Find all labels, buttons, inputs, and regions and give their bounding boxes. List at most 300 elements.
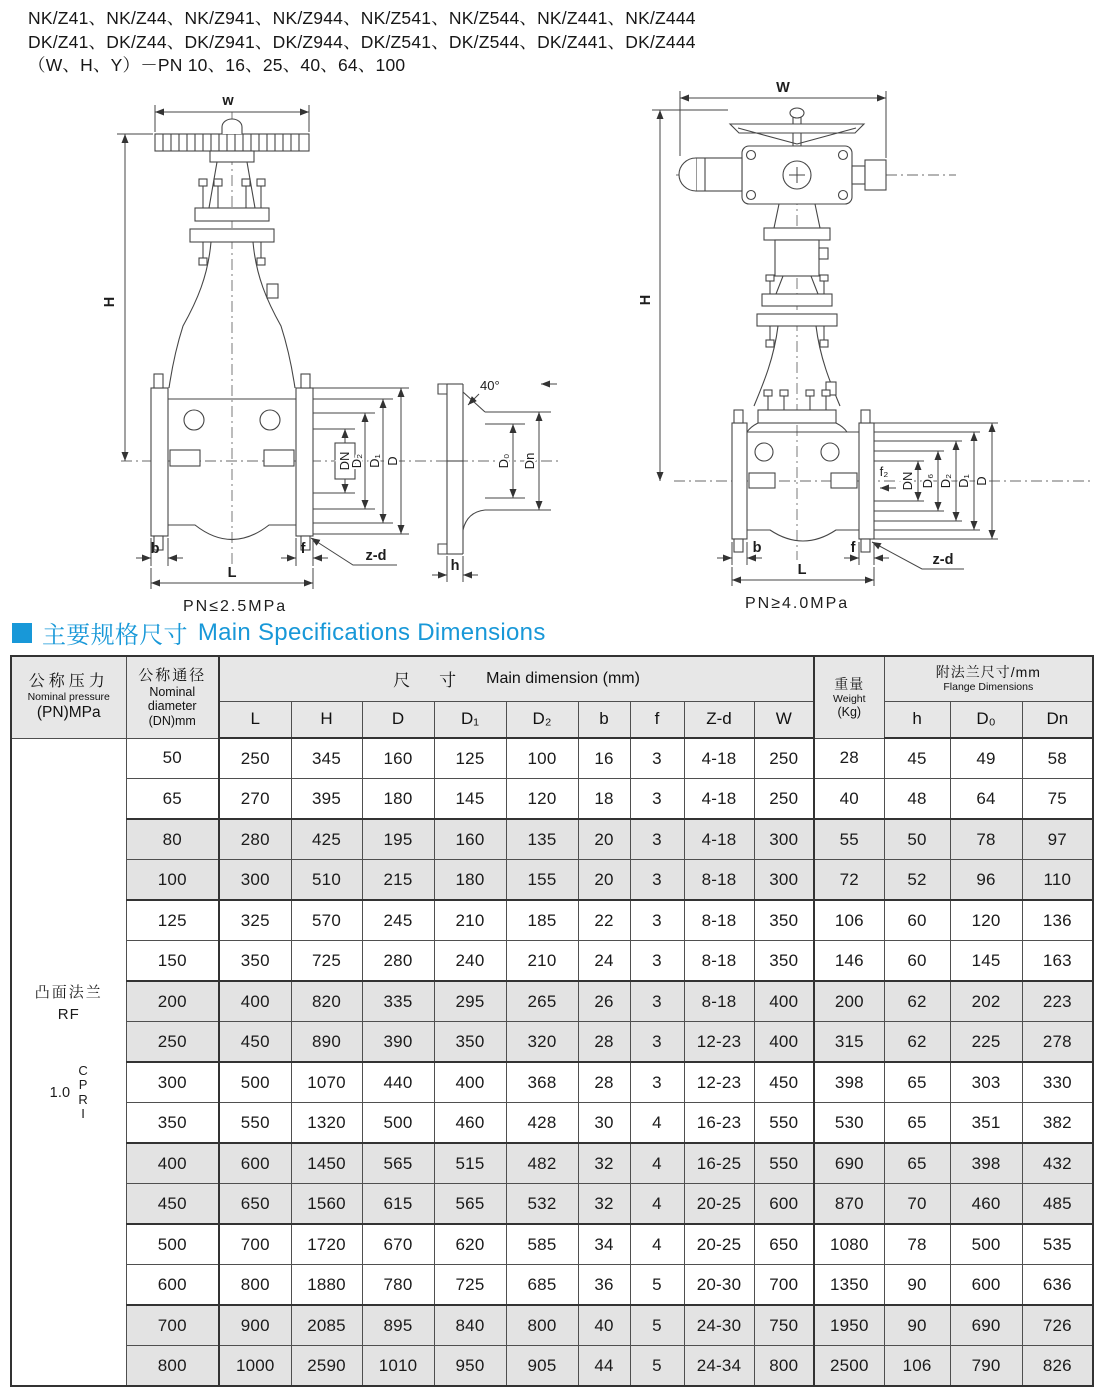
- spec-cell: 565: [434, 1184, 506, 1225]
- spec-cell: 146: [814, 941, 884, 982]
- dn-cell: 450: [126, 1184, 219, 1225]
- spec-cell: 210: [506, 941, 578, 982]
- spec-cell: 450: [219, 1022, 291, 1063]
- spec-cell: 395: [291, 779, 362, 820]
- dn-cell: 125: [126, 900, 219, 941]
- dim-label-d2-right: D₂: [938, 473, 953, 489]
- left-dimensions: [102, 93, 409, 615]
- spec-cell: 223: [1022, 981, 1093, 1022]
- dn-cell: 700: [126, 1305, 219, 1346]
- dn-cell: 250: [126, 1022, 219, 1063]
- dim-label-f2: f₂: [879, 464, 889, 479]
- spec-cell: 62: [884, 1022, 950, 1063]
- spec-cell: 750: [754, 1305, 814, 1346]
- spec-cell: 382: [1022, 1103, 1093, 1144]
- dim-label-d-left: D: [385, 456, 400, 466]
- spec-cell: 48: [884, 779, 950, 820]
- spec-cell: 398: [814, 1062, 884, 1103]
- spec-cell: 62: [884, 981, 950, 1022]
- spec-cell: 240: [434, 941, 506, 982]
- spec-cell: 905: [506, 1346, 578, 1387]
- subheader-col: D₂: [506, 701, 578, 738]
- spec-cell: 303: [950, 1062, 1022, 1103]
- spec-cell: 400: [754, 1022, 814, 1063]
- table-row: [11, 1346, 1093, 1387]
- dim-label-d1-left: D₁: [367, 454, 382, 468]
- spec-cell: 270: [219, 779, 291, 820]
- spec-cell: 315: [814, 1022, 884, 1063]
- spec-cell: 460: [950, 1184, 1022, 1225]
- spec-cell: 250: [754, 779, 814, 820]
- dim-label-f-left: f: [300, 541, 306, 557]
- spec-cell: 4: [630, 1103, 684, 1144]
- spec-cell: 400: [434, 1062, 506, 1103]
- spec-cell: 16-25: [684, 1143, 754, 1184]
- spec-cell: 64: [950, 779, 1022, 820]
- spec-cell: 1560: [291, 1184, 362, 1225]
- spec-cell: 500: [362, 1103, 434, 1144]
- spec-cell: 800: [754, 1346, 814, 1387]
- spec-cell: 34: [578, 1224, 630, 1265]
- spec-cell: 826: [1022, 1346, 1093, 1387]
- dim-label-dn-left: DN: [337, 451, 352, 471]
- subheader-col: f: [630, 701, 684, 738]
- spec-cell: 70: [884, 1184, 950, 1225]
- spec-cell: 3: [630, 981, 684, 1022]
- dn-cell: 500: [126, 1224, 219, 1265]
- spec-cell: 398: [950, 1143, 1022, 1184]
- dn-cell: 350: [126, 1103, 219, 1144]
- spec-cell: 120: [506, 779, 578, 820]
- spec-cell: 180: [362, 779, 434, 820]
- dn-cell: 800: [126, 1346, 219, 1387]
- dim-label-d2-left: D₂: [349, 453, 364, 469]
- model-line-3: （W、H、Y）－PN 10、16、25、40、64、100: [28, 55, 406, 75]
- spec-cell: 8-18: [684, 860, 754, 901]
- spec-cell: 485: [1022, 1184, 1093, 1225]
- dn-cell: 80: [126, 819, 219, 860]
- spec-cell: 532: [506, 1184, 578, 1225]
- spec-cell: 28: [578, 1022, 630, 1063]
- spec-cell: 145: [950, 941, 1022, 982]
- spec-cell: 890: [291, 1022, 362, 1063]
- spec-cell: 600: [219, 1143, 291, 1184]
- spec-cell: 690: [950, 1305, 1022, 1346]
- spec-cell: 428: [506, 1103, 578, 1144]
- dim-label-l-right: L: [797, 562, 807, 578]
- spec-cell: 300: [219, 860, 291, 901]
- spec-cell: 24-34: [684, 1346, 754, 1387]
- spec-cell: 250: [754, 738, 814, 779]
- spec-cell: 72: [814, 860, 884, 901]
- spec-table-body: [11, 738, 1093, 1386]
- spec-cell: 24: [578, 941, 630, 982]
- electric-gate-valve-drawing: [612, 80, 1097, 617]
- subheader-col: D₁: [434, 701, 506, 738]
- spec-cell: 106: [814, 900, 884, 941]
- spec-cell: 125: [434, 738, 506, 779]
- subheader-col: W: [754, 701, 814, 738]
- spec-cell: 280: [362, 941, 434, 982]
- spec-cell: 45: [884, 738, 950, 779]
- subheader-col: b: [578, 701, 630, 738]
- table-row: [11, 941, 1093, 982]
- dim-label-h-right: H: [638, 294, 654, 306]
- dn-cell: 200: [126, 981, 219, 1022]
- table-row: [11, 860, 1093, 901]
- spec-cell: 510: [291, 860, 362, 901]
- spec-cell: 163: [1022, 941, 1093, 982]
- spec-cell: 450: [754, 1062, 814, 1103]
- spec-cell: 250: [219, 738, 291, 779]
- dn-cell: 100: [126, 860, 219, 901]
- spec-cell: 615: [362, 1184, 434, 1225]
- left-handwheel: [155, 119, 309, 162]
- dn-cell: 300: [126, 1062, 219, 1103]
- table-row: [11, 1224, 1093, 1265]
- spec-cell: 565: [362, 1143, 434, 1184]
- spec-cell: 106: [884, 1346, 950, 1387]
- dim-label-b-right: b: [752, 540, 762, 556]
- table-row: [11, 1103, 1093, 1144]
- spec-cell: 78: [884, 1224, 950, 1265]
- spec-cell: 440: [362, 1062, 434, 1103]
- pressure-class-cell: [11, 738, 126, 1386]
- pressure-value-block: 1.0 C P R I: [49, 1062, 88, 1121]
- manual-gate-valve-drawing: [95, 86, 565, 620]
- spec-cell: 97: [1022, 819, 1093, 860]
- spec-cell: 325: [219, 900, 291, 941]
- spec-cell: 16-23: [684, 1103, 754, 1144]
- spec-cell: 895: [362, 1305, 434, 1346]
- spec-cell: 726: [1022, 1305, 1093, 1346]
- spec-cell: 1880: [291, 1265, 362, 1306]
- dim-label-h-flange: h: [450, 558, 460, 574]
- subheader-col: D₀: [950, 701, 1022, 738]
- spec-cell: 4: [630, 1224, 684, 1265]
- spec-cell: 160: [434, 819, 506, 860]
- specifications-table: [10, 655, 1094, 1387]
- subheader-col: H: [291, 701, 362, 738]
- spec-cell: 49: [950, 738, 1022, 779]
- spec-cell: 135: [506, 819, 578, 860]
- dim-label-f-right: f: [850, 540, 856, 556]
- spec-cell: 650: [754, 1224, 814, 1265]
- table-row: [11, 1143, 1093, 1184]
- spec-cell: 50: [884, 819, 950, 860]
- spec-cell: 482: [506, 1143, 578, 1184]
- spec-cell: 530: [814, 1103, 884, 1144]
- spec-cell: 12-23: [684, 1062, 754, 1103]
- spec-cell: 5: [630, 1305, 684, 1346]
- table-row: [11, 1265, 1093, 1306]
- spec-cell: 195: [362, 819, 434, 860]
- spec-cell: 40: [814, 779, 884, 820]
- section-title: [12, 615, 546, 650]
- spec-cell: 550: [754, 1143, 814, 1184]
- spec-cell: 20-25: [684, 1184, 754, 1225]
- spec-cell: 820: [291, 981, 362, 1022]
- spec-cell: 8-18: [684, 941, 754, 982]
- spec-cell: 136: [1022, 900, 1093, 941]
- spec-cell: 60: [884, 941, 950, 982]
- spec-cell: 20: [578, 860, 630, 901]
- dim-label-dn-flange: Dn: [522, 452, 537, 470]
- spec-cell: 1350: [814, 1265, 884, 1306]
- spec-cell: 4-18: [684, 819, 754, 860]
- spec-cell: 245: [362, 900, 434, 941]
- spec-cell: 1320: [291, 1103, 362, 1144]
- spec-cell: 725: [434, 1265, 506, 1306]
- spec-cell: 18: [578, 779, 630, 820]
- table-row: [11, 981, 1093, 1022]
- spec-cell: 725: [291, 941, 362, 982]
- spec-cell: 120: [950, 900, 1022, 941]
- pressure-note-left: PN≤2.5MPa: [183, 598, 288, 615]
- spec-cell: 90: [884, 1265, 950, 1306]
- spec-cell: 280: [219, 819, 291, 860]
- spec-cell: 32: [578, 1184, 630, 1225]
- spec-cell: 1720: [291, 1224, 362, 1265]
- spec-cell: 1450: [291, 1143, 362, 1184]
- spec-cell: 585: [506, 1224, 578, 1265]
- spec-cell: 180: [434, 860, 506, 901]
- spec-cell: 160: [362, 738, 434, 779]
- dn-cell: 400: [126, 1143, 219, 1184]
- flange-type-label: 凸面法兰 RF: [34, 983, 103, 1023]
- section-title-zh: 主要规格尺寸: [42, 622, 188, 649]
- spec-cell: 670: [362, 1224, 434, 1265]
- spec-cell: 155: [506, 860, 578, 901]
- spec-cell: 12-23: [684, 1022, 754, 1063]
- spec-cell: 278: [1022, 1022, 1093, 1063]
- spec-cell: 700: [219, 1224, 291, 1265]
- spec-cell: 620: [434, 1224, 506, 1265]
- spec-cell: 4-18: [684, 738, 754, 779]
- spec-cell: 460: [434, 1103, 506, 1144]
- dim-label-dn-right: DN: [900, 471, 915, 491]
- header-weight: 重量 Weight (Kg): [814, 656, 884, 738]
- spec-cell: 400: [754, 981, 814, 1022]
- spec-cell: 36: [578, 1265, 630, 1306]
- spec-cell: 390: [362, 1022, 434, 1063]
- spec-cell: 351: [950, 1103, 1022, 1144]
- spec-cell: 870: [814, 1184, 884, 1225]
- spec-cell: 1950: [814, 1305, 884, 1346]
- spec-cell: 200: [814, 981, 884, 1022]
- subheader-col: h: [884, 701, 950, 738]
- dim-label-b-left: b: [150, 541, 160, 557]
- subheader-col: Dn: [1022, 701, 1093, 738]
- table-row: [11, 1062, 1093, 1103]
- header-nominal-pressure: 公称压力 Nominal pressure (PN)MPa: [11, 656, 126, 738]
- spec-cell: 685: [506, 1265, 578, 1306]
- dim-label-zd-right: z-d: [932, 552, 954, 568]
- spec-cell: 3: [630, 1062, 684, 1103]
- spec-cell: 2500: [814, 1346, 884, 1387]
- spec-cell: 3: [630, 779, 684, 820]
- table-row: [11, 1305, 1093, 1346]
- spec-cell: 350: [434, 1022, 506, 1063]
- left-flange-detail: [432, 378, 557, 582]
- spec-cell: 52: [884, 860, 950, 901]
- spec-cell: 145: [434, 779, 506, 820]
- header-main-dimension: 尺 寸 Main dimension (mm): [219, 656, 814, 701]
- spec-cell: 300: [754, 860, 814, 901]
- spec-cell: 90: [884, 1305, 950, 1346]
- right-actuator: [679, 108, 886, 204]
- spec-cell: 570: [291, 900, 362, 941]
- table-row: [11, 900, 1093, 941]
- spec-cell: 700: [754, 1265, 814, 1306]
- spec-cell: 5: [630, 1265, 684, 1306]
- spec-cell: 30: [578, 1103, 630, 1144]
- spec-cell: 65: [884, 1062, 950, 1103]
- spec-cell: 1080: [814, 1224, 884, 1265]
- spec-cell: 950: [434, 1346, 506, 1387]
- table-row: [11, 738, 1093, 779]
- spec-cell: 8-18: [684, 900, 754, 941]
- model-line-1: NK/Z41、NK/Z44、NK/Z941、NK/Z944、NK/Z541、NK/Z544、NK/Z441、NK/Z444: [28, 8, 696, 28]
- spec-cell: 300: [754, 819, 814, 860]
- spec-cell: 5: [630, 1346, 684, 1387]
- spec-cell: 265: [506, 981, 578, 1022]
- dim-label-w-right: W: [776, 80, 790, 96]
- spec-cell: 22: [578, 900, 630, 941]
- dim-label-d6: D₆: [920, 473, 935, 489]
- spec-cell: 65: [884, 1143, 950, 1184]
- pressure-note-right: PN≥4.0MPa: [745, 595, 850, 612]
- spec-cell: 4-18: [684, 779, 754, 820]
- spec-cell: 78: [950, 819, 1022, 860]
- section-title-en: Main Specifications Dimensions: [197, 618, 546, 646]
- dim-label-angle: 40°: [480, 378, 500, 393]
- spec-cell: 16: [578, 738, 630, 779]
- spec-cell: 636: [1022, 1265, 1093, 1306]
- spec-cell: 515: [434, 1143, 506, 1184]
- spec-cell: 500: [219, 1062, 291, 1103]
- dim-label-zd-left: z-d: [365, 548, 387, 564]
- spec-cell: 110: [1022, 860, 1093, 901]
- dn-cell: 65: [126, 779, 219, 820]
- spec-cell: 335: [362, 981, 434, 1022]
- spec-cell: 350: [754, 941, 814, 982]
- table-row: [11, 819, 1093, 860]
- model-line-2: DK/Z41、DK/Z44、DK/Z941、DK/Z944、DK/Z541、DK/Z544、DK/Z441、DK/Z444: [28, 31, 696, 52]
- spec-cell: 3: [630, 1022, 684, 1063]
- spec-cell: 345: [291, 738, 362, 779]
- spec-cell: 20: [578, 819, 630, 860]
- dn-cell: 50: [126, 738, 219, 779]
- spec-cell: 3: [630, 738, 684, 779]
- spec-cell: 58: [1022, 738, 1093, 779]
- spec-cell: 100: [506, 738, 578, 779]
- spec-cell: 225: [950, 1022, 1022, 1063]
- spec-cell: 40: [578, 1305, 630, 1346]
- spec-cell: 790: [950, 1346, 1022, 1387]
- spec-cell: 368: [506, 1062, 578, 1103]
- spec-cell: 1010: [362, 1346, 434, 1387]
- model-numbers: [28, 7, 696, 78]
- dim-label-w: w: [222, 93, 234, 109]
- spec-cell: 400: [219, 981, 291, 1022]
- spec-cell: 800: [219, 1265, 291, 1306]
- spec-cell: 800: [506, 1305, 578, 1346]
- spec-cell: 650: [219, 1184, 291, 1225]
- spec-cell: 350: [754, 900, 814, 941]
- header-flange-dimensions: 附法兰尺寸/mm Flange Dimensions: [884, 656, 1093, 701]
- spec-cell: 535: [1022, 1224, 1093, 1265]
- dim-label-d-right: D: [974, 476, 989, 486]
- spec-cell: 432: [1022, 1143, 1093, 1184]
- spec-cell: 20-30: [684, 1265, 754, 1306]
- spec-cell: 215: [362, 860, 434, 901]
- spec-cell: 840: [434, 1305, 506, 1346]
- spec-cell: 600: [950, 1265, 1022, 1306]
- spec-cell: 425: [291, 819, 362, 860]
- spec-cell: 20-25: [684, 1224, 754, 1265]
- spec-cell: 2085: [291, 1305, 362, 1346]
- spec-cell: 75: [1022, 779, 1093, 820]
- spec-cell: 3: [630, 900, 684, 941]
- spec-cell: 55: [814, 819, 884, 860]
- spec-cell: 320: [506, 1022, 578, 1063]
- dim-label-l-left: L: [227, 565, 237, 581]
- spec-cell: 500: [950, 1224, 1022, 1265]
- dn-cell: 150: [126, 941, 219, 982]
- spec-cell: 4: [630, 1184, 684, 1225]
- spec-cell: 3: [630, 860, 684, 901]
- spec-cell: 44: [578, 1346, 630, 1387]
- spec-cell: 900: [219, 1305, 291, 1346]
- subheader-col: Z-d: [684, 701, 754, 738]
- subheader-col: L: [219, 701, 291, 738]
- spec-cell: 2590: [291, 1346, 362, 1387]
- section-title-square-icon: [12, 623, 32, 643]
- spec-cell: 3: [630, 819, 684, 860]
- spec-cell: 96: [950, 860, 1022, 901]
- spec-cell: 28: [814, 738, 884, 779]
- spec-cell: 350: [219, 941, 291, 982]
- spec-cell: 24-30: [684, 1305, 754, 1346]
- header-nominal-diameter: 公称通径 Nominal diameter (DN)mm: [126, 656, 219, 738]
- spec-cell: 4: [630, 1143, 684, 1184]
- subheader-col: D: [362, 701, 434, 738]
- spec-cell: 780: [362, 1265, 434, 1306]
- spec-cell: 1070: [291, 1062, 362, 1103]
- spec-cell: 185: [506, 900, 578, 941]
- table-row: [11, 779, 1093, 820]
- spec-cell: 202: [950, 981, 1022, 1022]
- dim-label-h-left: H: [102, 296, 118, 308]
- dn-cell: 600: [126, 1265, 219, 1306]
- spec-cell: 550: [219, 1103, 291, 1144]
- table-row: [11, 1184, 1093, 1225]
- table-row: [11, 1022, 1093, 1063]
- spec-cell: 26: [578, 981, 630, 1022]
- spec-cell: 32: [578, 1143, 630, 1184]
- spec-cell: 3: [630, 941, 684, 982]
- spec-cell: 1000: [219, 1346, 291, 1387]
- dim-label-d0: D₀: [496, 453, 511, 469]
- spec-cell: 28: [578, 1062, 630, 1103]
- spec-cell: 60: [884, 900, 950, 941]
- dim-label-d1-right: D₁: [956, 474, 971, 488]
- spec-cell: 330: [1022, 1062, 1093, 1103]
- spec-cell: 600: [754, 1184, 814, 1225]
- left-centerlines: [121, 112, 559, 564]
- spec-cell: 210: [434, 900, 506, 941]
